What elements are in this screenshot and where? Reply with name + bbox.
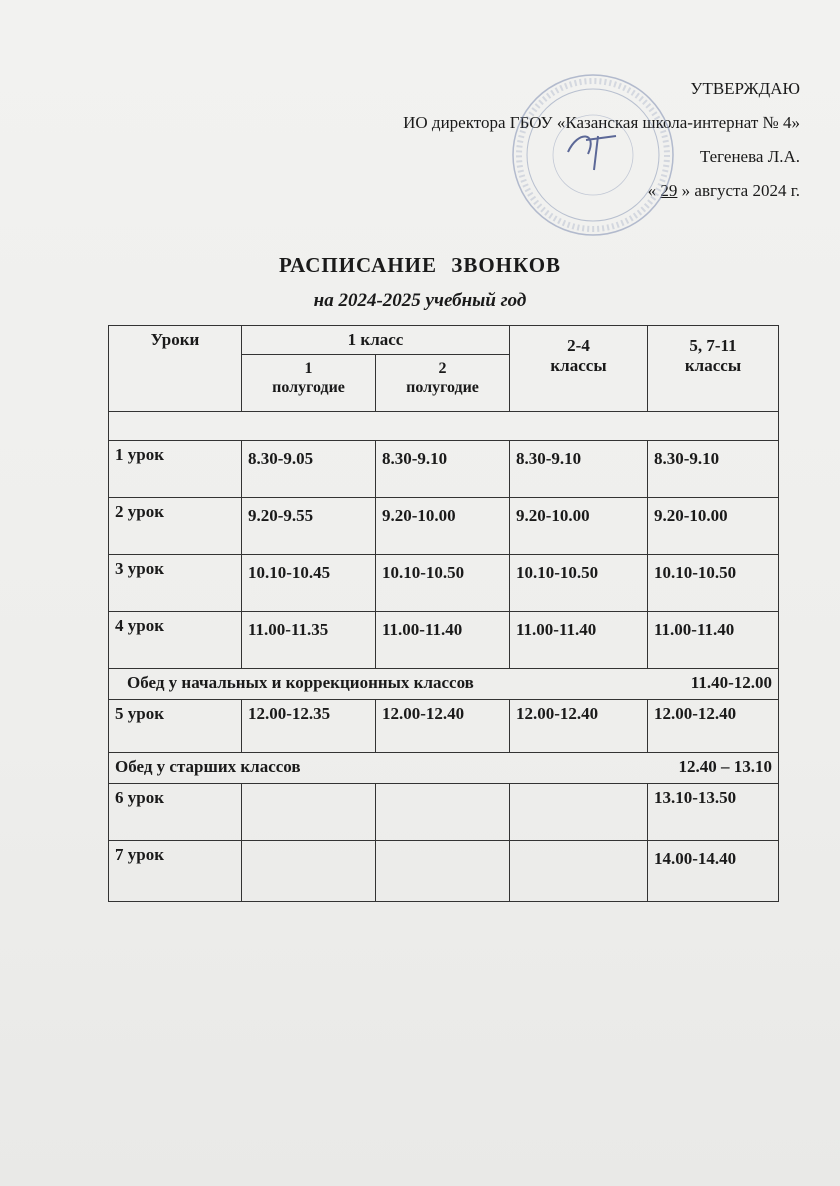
time-cell: 8.30-9.05	[242, 441, 376, 498]
table-row	[109, 612, 779, 669]
time-cell: 12.00-12.40	[376, 700, 510, 753]
lesson-label: 1 урок	[109, 441, 242, 498]
date-quote-open: «	[647, 181, 657, 200]
time-cell: 10.10-10.50	[510, 555, 648, 612]
time-cell: 10.10-10.45	[242, 555, 376, 612]
time-cell	[510, 841, 648, 902]
lesson-label: 4 урок	[109, 612, 242, 669]
lunch-primary-cell	[109, 669, 779, 700]
spacer-row	[109, 412, 779, 441]
header-half1	[242, 355, 376, 412]
date-day: 29	[660, 181, 678, 200]
time-cell: 13.10-13.50	[648, 784, 779, 841]
lunch-senior-time: 12.40 – 13.10	[678, 757, 772, 776]
lunch-primary-time: 11.40-12.00	[690, 673, 772, 692]
time-cell: 9.20-10.00	[510, 498, 648, 555]
time-cell: 10.10-10.50	[648, 555, 779, 612]
time-cell: 12.00-12.40	[648, 700, 779, 753]
header-lessons: Уроки	[109, 326, 242, 412]
header-classes-2-4	[510, 326, 648, 412]
time-cell: 8.30-9.10	[376, 441, 510, 498]
date-month-year: » августа 2024 г.	[681, 181, 800, 200]
approval-heading: УТВЕРЖДАЮ	[690, 79, 800, 98]
time-cell	[510, 784, 648, 841]
lesson-label: 3 урок	[109, 555, 242, 612]
half1-word: полугодие	[272, 379, 345, 396]
header-row	[109, 326, 779, 355]
time-cell: 12.00-12.35	[242, 700, 376, 753]
signature	[568, 136, 616, 170]
time-cell: 8.30-9.10	[648, 441, 779, 498]
time-cell: 9.20-9.55	[242, 498, 376, 555]
time-cell: 11.00-11.40	[648, 612, 779, 669]
lunch-primary-label: Обед у начальных и коррекционных классов	[127, 673, 474, 692]
table-row	[109, 700, 779, 753]
time-cell	[376, 784, 510, 841]
lesson-label: 2 урок	[109, 498, 242, 555]
time-cell: 9.20-10.00	[648, 498, 779, 555]
table-row	[109, 784, 779, 841]
page-subtitle: на 2024-2025 учебный год	[313, 290, 527, 311]
lesson-label: 7 урок	[109, 841, 242, 902]
time-cell: 11.00-11.40	[510, 612, 648, 669]
half2-word: полугодие	[406, 379, 479, 396]
table-row	[109, 441, 779, 498]
half2-num: 2	[438, 360, 447, 377]
seal-stamp	[508, 70, 678, 240]
time-cell	[242, 784, 376, 841]
header-half2	[376, 355, 510, 412]
time-cell: 9.20-10.00	[376, 498, 510, 555]
time-cell: 14.00-14.40	[648, 841, 779, 902]
lesson-label: 6 урок	[109, 784, 242, 841]
spacer-cell	[109, 412, 779, 441]
table-row	[109, 498, 779, 555]
header-c24-line1: 2-4	[567, 336, 590, 355]
time-cell: 10.10-10.50	[376, 555, 510, 612]
half1-num: 1	[304, 360, 313, 377]
table-row	[109, 555, 779, 612]
approval-name: Тегенева Л.А.	[699, 147, 800, 166]
table-row	[109, 841, 779, 902]
time-cell: 11.00-11.35	[242, 612, 376, 669]
header-c24-line2: классы	[550, 356, 607, 375]
time-cell	[376, 841, 510, 902]
page-title: РАСПИСАНИЕ ЗВОНКОВ	[278, 253, 562, 277]
time-cell: 11.00-11.40	[376, 612, 510, 669]
header-class1: 1 класс	[242, 326, 510, 355]
lunch-primary-row	[109, 669, 779, 700]
time-cell	[242, 841, 376, 902]
lunch-senior-row	[109, 753, 779, 784]
bell-schedule-table	[108, 325, 779, 902]
lesson-label: 5 урок	[109, 700, 242, 753]
time-cell: 12.00-12.40	[510, 700, 648, 753]
header-c511-line1: 5, 7-11	[689, 336, 737, 355]
lunch-senior-cell	[109, 753, 779, 784]
lunch-senior-label: Обед у старших классов	[115, 757, 301, 776]
approval-position: ИО директора ГБОУ «Казанская школа-интернат № 4»	[403, 113, 800, 132]
time-cell: 8.30-9.10	[510, 441, 648, 498]
header-c511-line2: классы	[684, 356, 742, 375]
header-classes-5-11	[648, 326, 779, 412]
